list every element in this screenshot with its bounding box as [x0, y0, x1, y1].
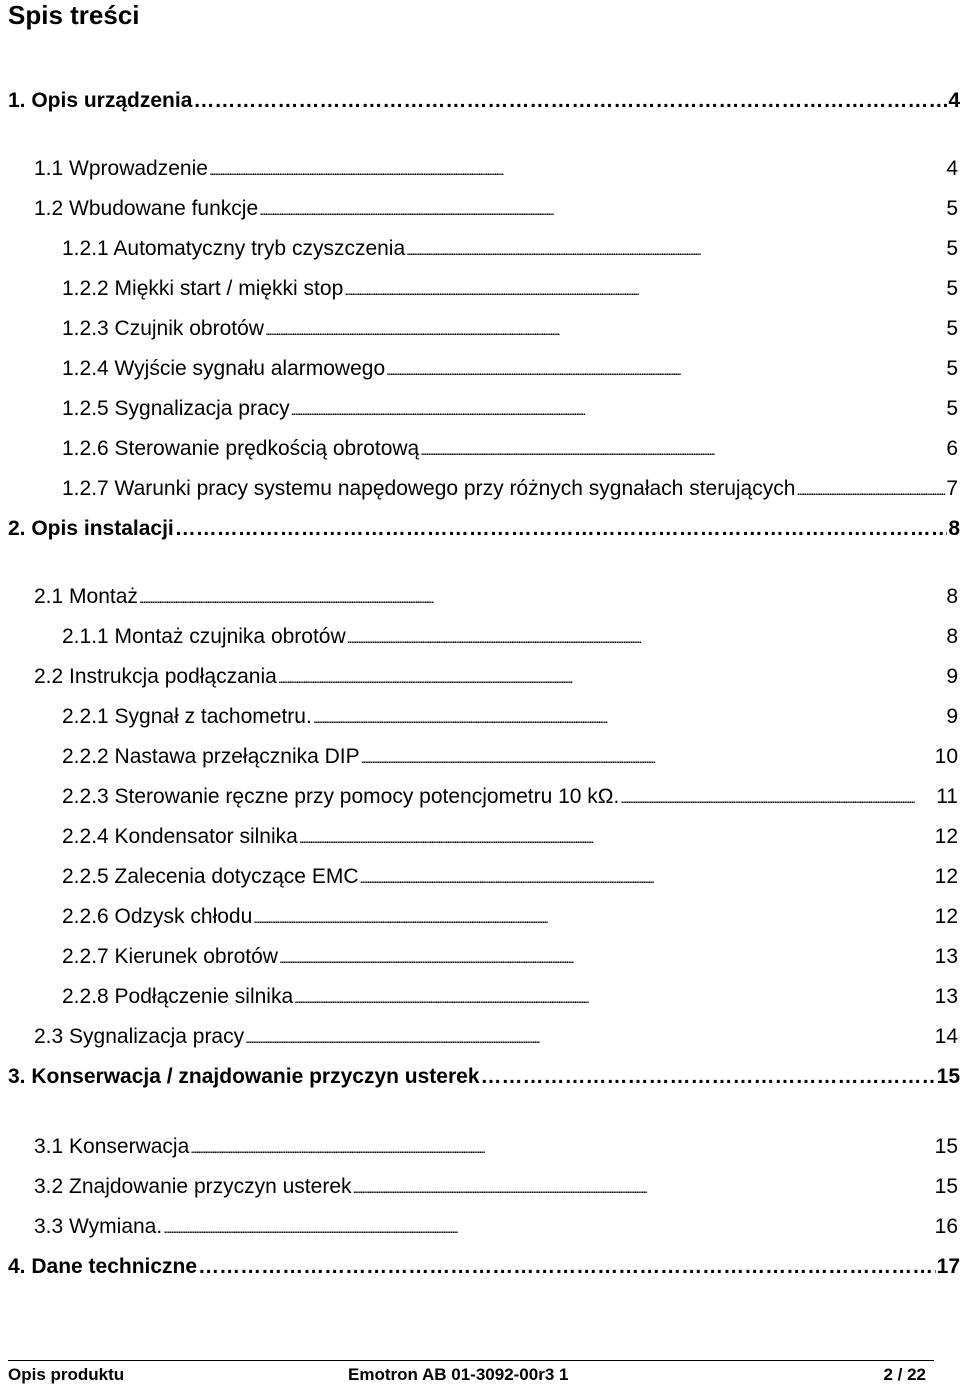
toc-dot-leader — [193, 87, 947, 115]
toc-entry-page: 13 — [934, 985, 958, 1008]
toc-entry[interactable] — [62, 743, 958, 771]
toc-entry[interactable] — [34, 1173, 958, 1201]
toc-entry-page: 5 — [946, 397, 958, 420]
toc-entry-page: 12 — [934, 905, 958, 928]
toc-dot-leader — [139, 583, 945, 612]
toc-dot-leader — [163, 1213, 933, 1242]
toc-entry-title: 2.2.1 Sygnał z tachometru. — [62, 705, 312, 728]
toc-dot-leader — [313, 703, 946, 732]
toc-dot-leader — [386, 355, 945, 384]
toc-dot-leader — [190, 1133, 933, 1162]
toc-entry-title: 1.2.6 Sterowanie prędkością obrotową — [62, 437, 420, 460]
toc-entry-title: 2.2.6 Odzysk chłodu — [62, 905, 253, 928]
toc-dot-leader — [359, 863, 933, 892]
toc-entry-page: 9 — [946, 665, 958, 688]
toc-entry-title: 1.2.4 Wyjście sygnału alarmowego — [62, 357, 386, 380]
toc-entry-page: 15 — [934, 1175, 958, 1198]
toc-entry-page: 8 — [946, 625, 958, 648]
toc-entry[interactable] — [34, 663, 958, 691]
toc-entry[interactable] — [62, 703, 958, 731]
toc-dot-leader — [291, 395, 946, 424]
toc-entry-title: 3.1 Konserwacja — [34, 1135, 190, 1158]
toc-entry[interactable] — [62, 983, 958, 1011]
toc-entry-title: 4. Dane techniczne — [8, 1255, 198, 1278]
page-footer — [8, 1360, 934, 1384]
toc-entry[interactable] — [62, 315, 958, 343]
toc-entry[interactable] — [62, 823, 958, 851]
toc-entry-page: 4 — [948, 89, 960, 112]
toc-entry-title: 3.2 Znajdowanie przyczyn usterek — [34, 1175, 352, 1198]
toc-dot-leader — [344, 275, 945, 304]
footer-document-type: Opis produktu — [8, 1365, 125, 1384]
toc-entry[interactable] — [62, 903, 958, 931]
toc-entry[interactable] — [34, 583, 958, 611]
toc-entry-title: 1.2.5 Sygnalizacja pracy — [62, 397, 290, 420]
toc-entry-title: 2.2.2 Nastawa przełącznika DIP — [62, 745, 360, 768]
toc-entry-page: 9 — [946, 705, 958, 728]
toc-dot-leader — [209, 155, 945, 184]
toc-entry-title: 1.2.2 Miękki start / miękki stop — [62, 277, 344, 300]
toc-entry[interactable] — [34, 1213, 958, 1241]
toc-entry-page: 5 — [946, 197, 958, 220]
toc-entry[interactable] — [62, 355, 958, 383]
toc-entry-title: 2.2 Instrukcja podłączania — [34, 665, 277, 688]
toc-entry[interactable] — [62, 435, 958, 463]
toc-entry[interactable] — [62, 943, 958, 971]
toc-dot-leader — [347, 623, 946, 652]
toc-dot-leader — [353, 1173, 934, 1202]
toc-entry-page: 12 — [934, 865, 958, 888]
toc-dot-leader — [245, 1023, 934, 1052]
toc-entry-title: 1.1 Wprowadzenie — [34, 157, 208, 180]
toc-dot-leader — [481, 1063, 936, 1091]
footer-document-id: Emotron AB 01-3092-00r3 1 — [348, 1365, 569, 1384]
toc-entry-title: 2. Opis instalacji — [8, 517, 174, 540]
toc-entry[interactable] — [62, 863, 958, 891]
toc-entry-page: 14 — [934, 1025, 958, 1048]
toc-entry-title: 3. Konserwacja / znajdowanie przyczyn usterek — [8, 1065, 480, 1088]
toc-entry-title: 2.2.3 Sterowanie ręczne przy pomocy potencjometru 10 kΩ. — [62, 785, 620, 808]
toc-entry-title: 3.3 Wymiana. — [34, 1215, 163, 1238]
toc-entry-page: 4 — [946, 157, 958, 180]
toc-dot-leader — [198, 1253, 936, 1281]
toc-entry[interactable] — [62, 275, 958, 303]
toc-entry-title: 2.2.7 Kierunek obrotów — [62, 945, 278, 968]
toc-entry-title: 2.3 Sygnalizacja pracy — [34, 1025, 245, 1048]
toc-entry-page: 16 — [934, 1215, 958, 1238]
toc-entry-page: 5 — [946, 317, 958, 340]
toc-entry[interactable] — [62, 235, 958, 263]
footer-page-number: 2 / 22 — [883, 1365, 926, 1384]
toc-dot-leader — [420, 435, 945, 464]
toc-dot-leader — [796, 475, 945, 504]
toc-entry-title: 2.1.1 Montaż czujnika obrotów — [62, 625, 346, 648]
toc-entry-page: 11 — [936, 785, 958, 808]
toc-entry-title: 2.2.4 Kondensator silnika — [62, 825, 298, 848]
toc-entry-page: 13 — [934, 945, 958, 968]
toc-entry-page: 15 — [934, 1135, 958, 1158]
toc-dot-leader — [361, 743, 934, 772]
toc-dot-leader — [299, 823, 934, 852]
toc-dot-leader — [253, 903, 933, 932]
toc-entry-title: 1.2.7 Warunki pracy systemu napędowego przy różnych sygnałach sterujących — [62, 477, 796, 500]
toc-entry-title: 2.2.5 Zalecenia dotyczące EMC — [62, 865, 359, 888]
toc-entry-page: 8 — [948, 517, 960, 540]
page-title: Spis treści — [8, 0, 140, 30]
toc-dot-leader — [294, 983, 933, 1012]
toc-dot-leader — [279, 943, 934, 972]
toc-entry-title: 2.2.8 Podłączenie silnika — [62, 985, 294, 1008]
toc-entry-page: 7 — [946, 477, 958, 500]
toc-entry[interactable] — [8, 1253, 960, 1281]
toc-entry-title: 1.2.1 Automatyczny tryb czyszczenia — [62, 237, 406, 260]
toc-entry-title: 1.2 Wbudowane funkcje — [34, 197, 259, 220]
toc-entry[interactable] — [34, 1023, 958, 1051]
toc-entry[interactable] — [8, 1063, 960, 1091]
toc-entry[interactable] — [34, 195, 958, 223]
toc-entry[interactable] — [8, 515, 960, 543]
toc-entry-page: 8 — [946, 585, 958, 608]
toc-entry[interactable] — [8, 87, 960, 115]
toc-entry-page: 5 — [946, 357, 958, 380]
toc-entry[interactable] — [62, 783, 958, 811]
toc-entry-title: 1.2.3 Czujnik obrotów — [62, 317, 264, 340]
toc-entry[interactable] — [34, 155, 958, 183]
toc-entry-page: 6 — [946, 437, 958, 460]
toc-dot-leader — [259, 195, 945, 224]
toc-dot-leader — [406, 235, 945, 264]
toc-entry-title: 1. Opis urządzenia — [8, 89, 193, 112]
toc-dot-leader — [265, 315, 945, 344]
toc-dot-leader — [620, 783, 935, 812]
toc-entry-page: 12 — [934, 825, 958, 848]
toc-entry[interactable] — [62, 395, 958, 423]
toc-entry-page: 5 — [946, 237, 958, 260]
toc-entry[interactable] — [62, 475, 958, 503]
toc-dot-leader — [278, 663, 946, 692]
toc-entry[interactable] — [62, 623, 958, 651]
toc-entry-page: 17 — [936, 1255, 960, 1278]
toc-entry-title: 2.1 Montaż — [34, 585, 138, 608]
toc-entry-page: 10 — [934, 745, 958, 768]
toc-entry-page: 5 — [946, 277, 958, 300]
toc-dot-leader — [175, 515, 948, 543]
toc-entry[interactable] — [34, 1133, 958, 1161]
toc-entry-page: 15 — [936, 1065, 960, 1088]
